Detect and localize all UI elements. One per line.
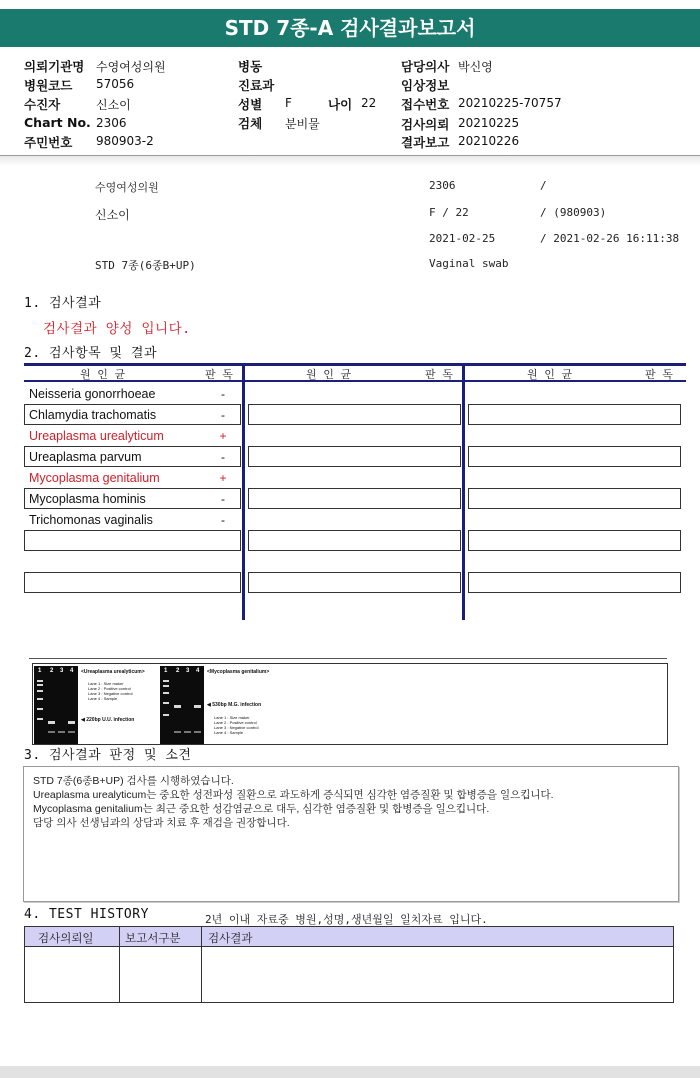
lane-number: 4 <box>70 668 74 674</box>
dept-label: 진료과 <box>238 78 275 93</box>
table-cell-empty <box>468 572 681 593</box>
id-value: 980903-2 <box>96 134 154 148</box>
summary-slash: / <box>540 179 547 192</box>
history-col-result: 검사결과 <box>208 931 253 945</box>
hospital-value: 수영여성의원 <box>96 60 166 74</box>
gel-image <box>32 663 668 745</box>
pathogen-name: Ureaplasma urealyticum <box>29 429 164 443</box>
summary-hospital: 수영여성의원 <box>95 181 159 194</box>
gel-legend-line: Lane 3 : Negative control <box>214 725 259 730</box>
gel-band <box>58 731 65 733</box>
lane-number: 3 <box>60 668 64 674</box>
history-col-request-date: 검사의뢰일 <box>38 931 94 945</box>
lane-number: 3 <box>186 668 190 674</box>
lane-number: 4 <box>196 668 200 674</box>
age-label: 나이 <box>328 97 353 112</box>
age-value: 22 <box>361 96 377 110</box>
gel-band <box>37 718 43 720</box>
section3-heading: 3. 검사결과 판정 및 소견 <box>24 748 192 763</box>
opinion-box <box>23 766 679 902</box>
table-cell-empty <box>248 446 461 467</box>
gel-legend-line: Lane 1 : Size maker <box>88 681 124 686</box>
opinion-line: Ureaplasma urealyticum는 중요한 성전파성 질환으로 과도하게 증식되면 심각한 염증질환 및 합병증을 일으킵니다. <box>33 789 554 801</box>
clinical-label: 임상정보 <box>401 78 450 93</box>
gel-legend-line: Lane 4 : Sample <box>214 730 244 735</box>
gel-band <box>163 702 169 704</box>
report-title: STD 7종-A 검사결과보고서 <box>224 16 476 40</box>
gel-band-text: 530bp M.G. infection <box>212 702 262 708</box>
gel-band-label-uu: ◀ 220bp U.U. infection <box>81 717 135 723</box>
gel-legend-line: Lane 3 : Negative control <box>88 691 133 696</box>
table-cell-empty <box>468 446 681 467</box>
history-col-divider <box>119 927 120 1002</box>
footer-bar <box>0 1066 700 1078</box>
gel-legend-line: Lane 4 : Sample <box>88 696 118 701</box>
gel-band <box>37 708 43 710</box>
pathogen-mark: - <box>221 408 225 422</box>
section2-heading: 2. 검사항목 및 결과 <box>24 346 158 361</box>
receipt-label: 접수번호 <box>401 97 450 112</box>
table-divider-2 <box>462 363 465 620</box>
pathogen-mark: - <box>221 513 225 527</box>
pathogen-name: Trichomonas vaginalis <box>29 513 153 527</box>
pathogen-name: Chlamydia trachomatis <box>29 408 157 422</box>
gel-band <box>194 705 201 708</box>
pathogen-mark: - <box>221 492 225 506</box>
gel-title-uu: <Ureaplasma urealyticum> <box>81 669 145 675</box>
section1-heading: 1. 검사결과 <box>24 296 102 311</box>
table-cell-empty <box>468 488 681 509</box>
summary-patient: 신소이 <box>95 208 130 222</box>
specimen-label: 검체 <box>238 116 263 131</box>
doctor-value: 박신영 <box>458 60 493 74</box>
opinion-line: 담당 의사 선생님과의 상담과 치료 후 재검을 권장합니다. <box>33 817 290 829</box>
receipt-value: 20210225-70757 <box>458 96 562 110</box>
lane-number: 1 <box>38 668 42 674</box>
sex-value: F <box>285 96 292 110</box>
gel-band <box>194 731 201 733</box>
pathogen-mark: - <box>221 450 225 464</box>
table-divider-1 <box>242 363 245 620</box>
gel-band <box>68 731 75 733</box>
col-result-2: 판 독 <box>425 368 453 381</box>
report-label: 결과보고 <box>401 135 450 150</box>
section4-heading: 4. TEST HISTORY <box>24 907 149 922</box>
lane-number: 2 <box>50 668 54 674</box>
gel-band <box>163 685 169 687</box>
request-value: 20210225 <box>458 116 520 130</box>
gel-legend-line: Lane 1 : Size maker <box>214 715 250 720</box>
gel-legend-line: Lane 2 : Positive control <box>88 686 131 691</box>
gel-band <box>174 731 181 733</box>
id-label: 주민번호 <box>24 135 73 150</box>
header-shadow <box>0 156 700 166</box>
col-result-3: 판 독 <box>645 368 673 381</box>
summary-birth: / (980903) <box>540 206 607 219</box>
summary-date-request: 2021-02-25 <box>429 232 496 245</box>
code-value: 57056 <box>96 77 135 91</box>
history-col-divider <box>201 927 202 1002</box>
summary-sex-age: F / 22 <box>429 206 469 219</box>
hospital-label: 의뢰기관명 <box>24 59 85 74</box>
pathogen-name: Mycoplasma genitalium <box>29 471 160 485</box>
gel-band <box>174 705 181 708</box>
gel-band <box>37 690 43 692</box>
history-note: 2년 이내 자료중 병원,성명,생년월일 일치자료 입니다. <box>205 913 488 926</box>
pathogen-mark: - <box>221 387 225 401</box>
table-cell-empty <box>248 404 461 425</box>
pathogen-mark: + <box>219 429 227 443</box>
chart-value: 2306 <box>96 116 127 130</box>
pathogen-mark: + <box>219 471 227 485</box>
report-value: 20210226 <box>458 134 520 148</box>
patient-label: 수진자 <box>24 97 61 112</box>
patient-value: 신소이 <box>96 98 131 112</box>
ward-label: 병동 <box>238 59 263 74</box>
gel-band <box>163 714 169 716</box>
lane-number: 2 <box>176 668 180 674</box>
history-col-report-type: 보고서구분 <box>125 931 181 945</box>
code-label: 병원코드 <box>24 78 73 93</box>
summary-specimen: Vaginal swab <box>429 257 509 270</box>
history-table-header <box>25 927 673 947</box>
gel-band <box>37 698 43 700</box>
pathogen-name: Mycoplasma hominis <box>29 492 146 506</box>
opinion-line: Mycoplasma genitalium는 최근 중요한 성감염균으로 대두, 심각한 염증질환 및 합병증을 일으킵니다. <box>33 803 490 815</box>
gel-band <box>184 731 191 733</box>
gel-legend-mg <box>214 715 258 735</box>
summary-test: STD 7종(6종B+UP) <box>95 259 196 272</box>
chart-label: Chart No. <box>24 115 91 130</box>
gel-band <box>48 721 55 724</box>
gel-band <box>163 692 169 694</box>
gel-band <box>68 721 75 724</box>
table-row-empty <box>24 572 241 593</box>
gel-legend-line: Lane 2 : Positive control <box>214 720 257 725</box>
col-result-1: 판 독 <box>205 368 233 381</box>
request-label: 검사의뢰 <box>401 117 450 132</box>
table-cell-empty <box>468 530 681 551</box>
pathogen-name: Ureaplasma parvum <box>29 450 142 464</box>
table-cell-empty <box>248 530 461 551</box>
summary-chart: 2306 <box>429 179 456 192</box>
opinion-line: STD 7종(6종B+UP) 검사를 시행하였습니다. <box>33 775 234 787</box>
gel-band <box>163 680 169 682</box>
gel-band <box>37 684 43 686</box>
sex-label: 성별 <box>238 97 263 112</box>
col-pathogen-2: 원 인 균 <box>306 368 352 381</box>
pathogen-name: Neisseria gonorrhoeae <box>29 387 156 401</box>
col-pathogen-3: 원 인 균 <box>527 368 573 381</box>
table-cell-empty <box>248 488 461 509</box>
gel-legend-uu <box>88 681 132 701</box>
table-row-empty <box>24 530 241 551</box>
result-positive-text: 검사결과 양성 입니다. <box>43 321 191 337</box>
col-pathogen-1: 원 인 균 <box>80 368 126 381</box>
lane-number: 1 <box>164 668 168 674</box>
summary-date-report: / 2021-02-26 16:11:38 <box>540 232 680 245</box>
specimen-value: 분비물 <box>285 117 320 131</box>
gel-panel-mg <box>160 666 204 744</box>
gel-band-label-mg: ◀ 530bp M.G. infection <box>207 702 262 708</box>
gel-band <box>37 680 43 682</box>
gel-title-mg: <Mycoplasma genitalium> <box>207 669 270 675</box>
gel-panel-uu <box>34 666 78 744</box>
doctor-label: 담당의사 <box>401 59 450 74</box>
gel-band-text: 220bp U.U. infection <box>86 717 135 723</box>
gel-band <box>48 731 55 733</box>
table-cell-empty <box>468 404 681 425</box>
table-cell-empty <box>248 572 461 593</box>
